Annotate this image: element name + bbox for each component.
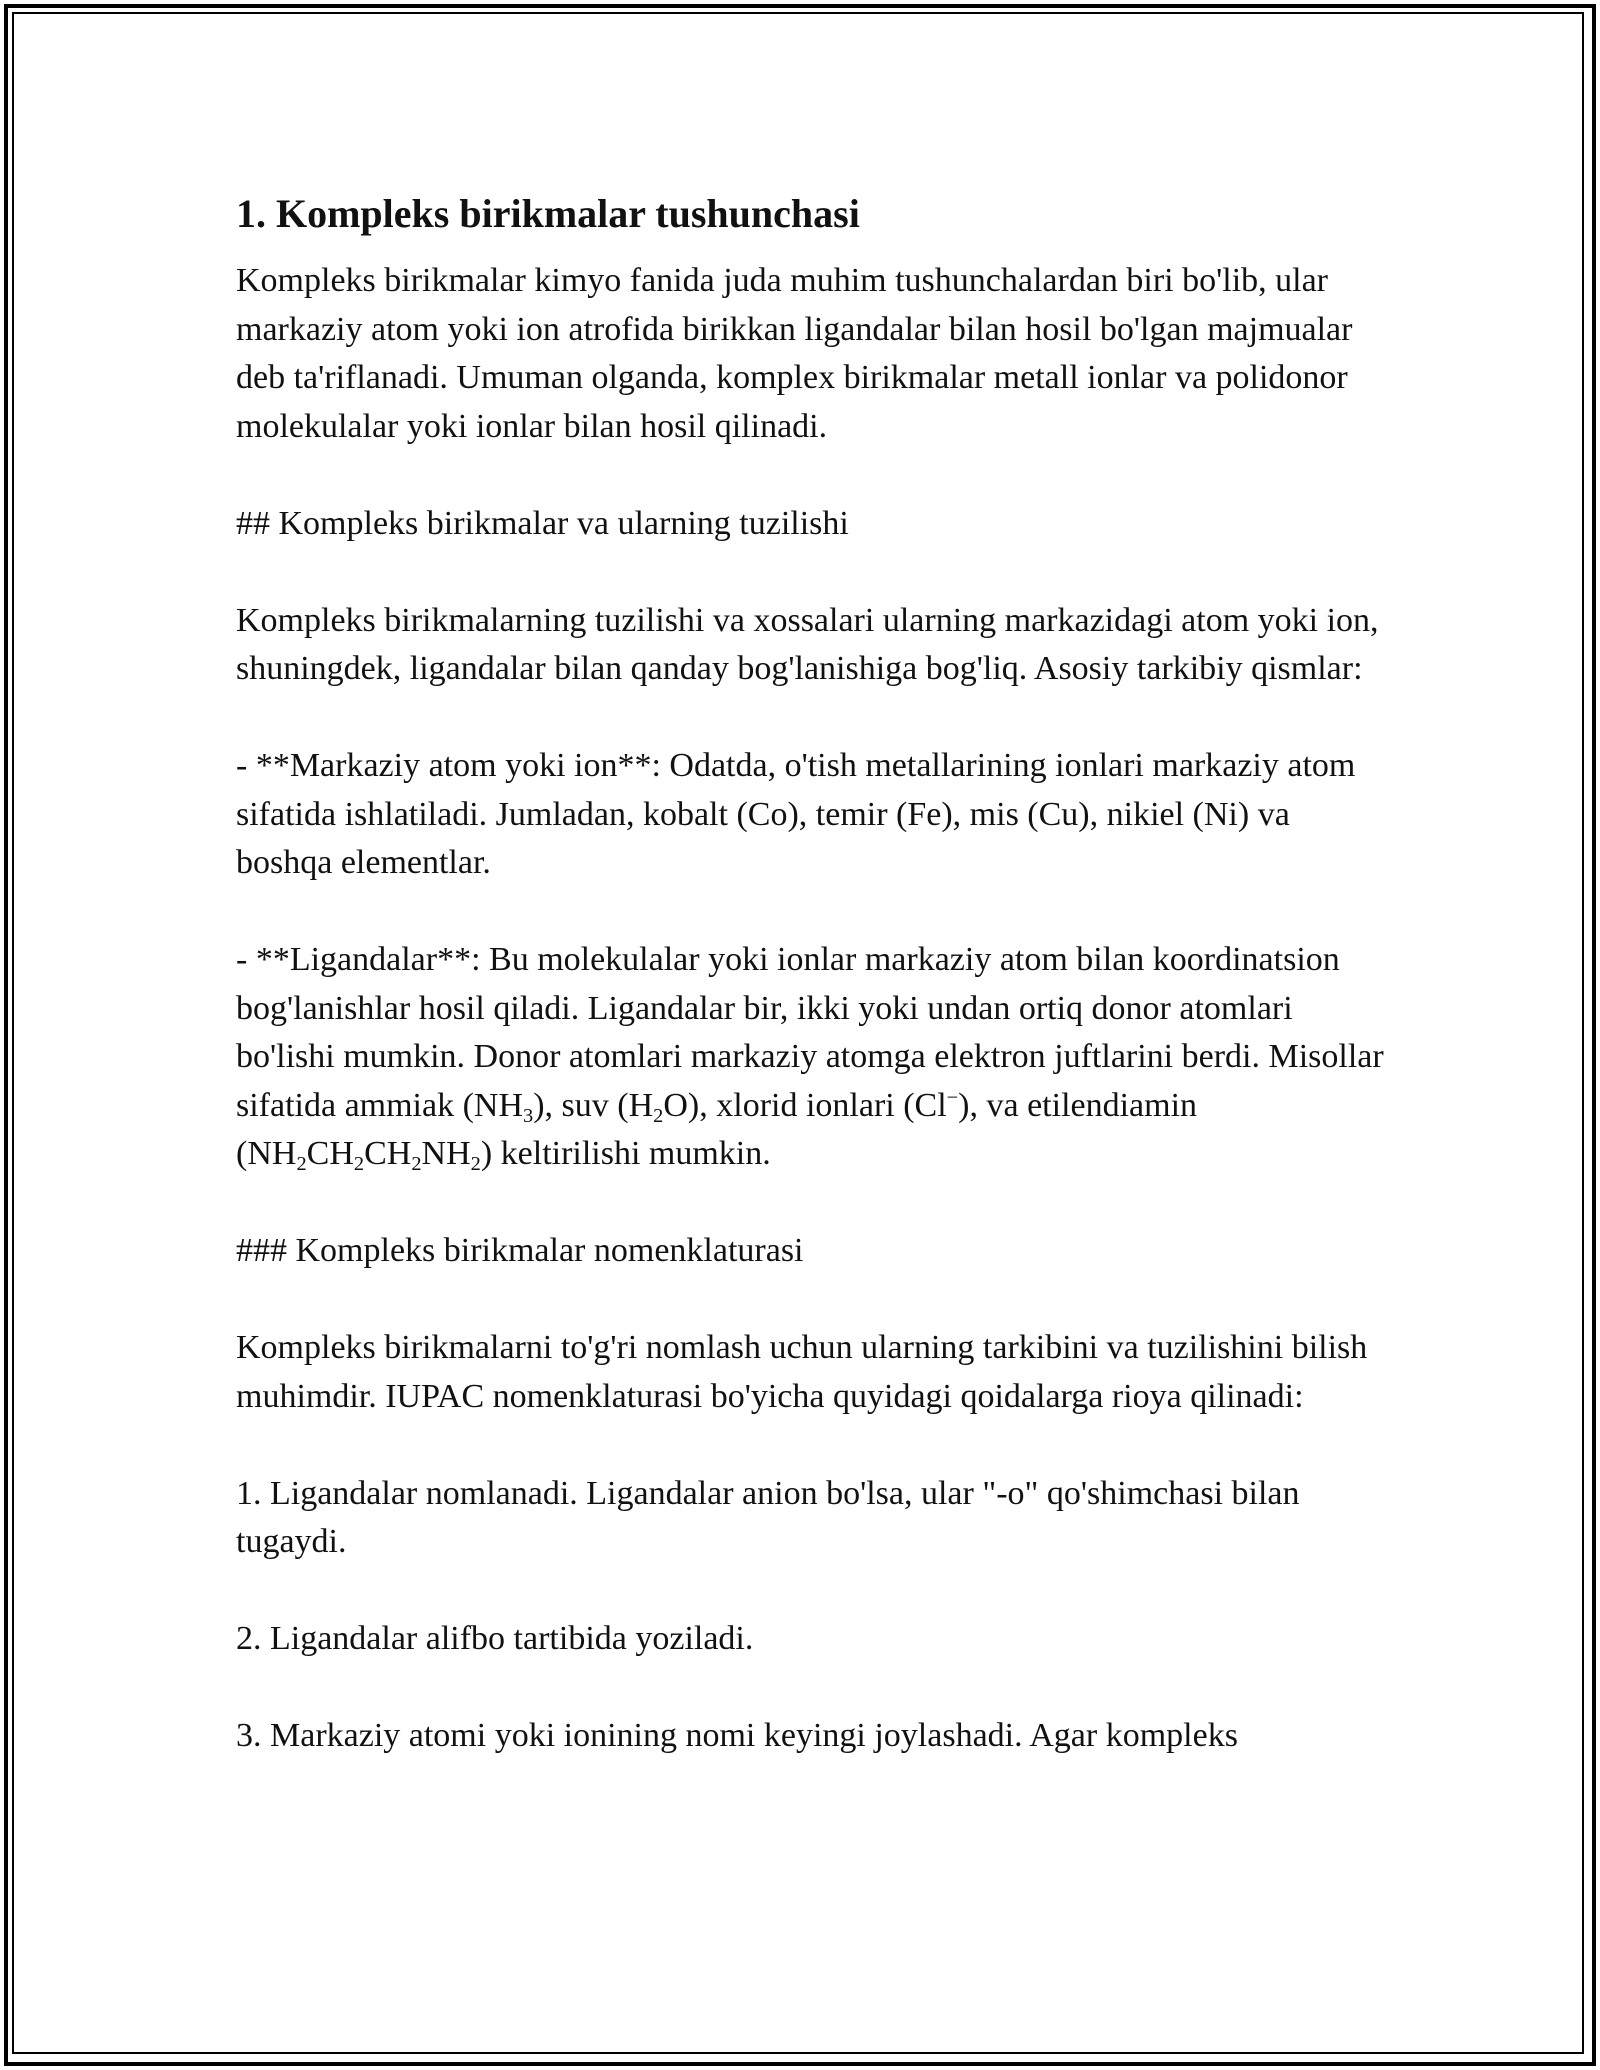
bullet-central-atom: - **Markaziy atom yoki ion**: Odatda, o'tish metallarining ionlari markaziy atom sifatida ishlatiladi. Jumladan, kobalt (Co), temir (Fe), mis (Cu), nikiel (Ni) va boshqa elementlar. [236, 747, 1356, 881]
nomenclature-paragraph: Kompleks birikmalarni to'g'ri nomlash uchun ularning tarkibini va tuzilishini bilish muhimdir. IUPAC nomenklaturasi bo'yicha quyidagi qoidalarga rioya qilinadi: [236, 1329, 1368, 1415]
rule-item-3: 3. Markaziy atomi yoki ionining nomi keyingi joylashadi. Agar kompleks [236, 1717, 1238, 1754]
intro-paragraph: Kompleks birikmalar kimyo fanida juda muhim tushunchalardan biri bo'lib, ular markaziy atom yoki ion atrofida birikkan ligandalar bilan hosil bo'lgan majmualar deb ta'riflanadi. Umuman olganda, komplex birikmalar metall ionlar va polidonor molekulalar yoki ionlar bilan hosil qilinadi. [236, 262, 1353, 445]
bullet-ligands: - **Ligandalar**: Bu molekulalar yoki ionlar markaziy atom bilan koordinatsion bog'lanishlar hosil qiladi. Ligandalar bir, ikki yoki undan ortiq donor atomlari bo'lishi mumkin. Donor atomlari markaziy atomga elektron juftlarini berdi. Misollar sifatida ammiak $(NH_3)$, suv $(H_2O)$, xlorid ionlari (Cl−), va etilendiamin $(NH_2CH_2CH_2NH_2)$ keltirilishi mumkin. [236, 941, 1384, 1176]
section-heading-nomenclature: ### Kompleks birikmalar nomenklaturasi [236, 1232, 804, 1269]
rule-item-2: 2. Ligandalar alifbo tartibida yoziladi. [236, 1620, 754, 1657]
rule-item-1: 1. Ligandalar nomlanadi. Ligandalar anion bo'lsa, ular "-o" qo'shimchasi bilan tugaydi. [236, 1474, 1300, 1560]
document-body [236, 186, 1386, 1809]
page-title: 1. Kompleks birikmalar tushunchasi [236, 191, 860, 236]
section-heading-structure: ## Kompleks birikmalar va ularning tuzilishi [236, 504, 849, 542]
structure-paragraph: Kompleks birikmalarning tuzilishi va xossalari ularning markazidagi atom yoki ion, shuningdek, ligandalar bilan qanday bog'lanishiga bog'liq. Asosiy tarkibiy qismlar: [236, 601, 1379, 687]
